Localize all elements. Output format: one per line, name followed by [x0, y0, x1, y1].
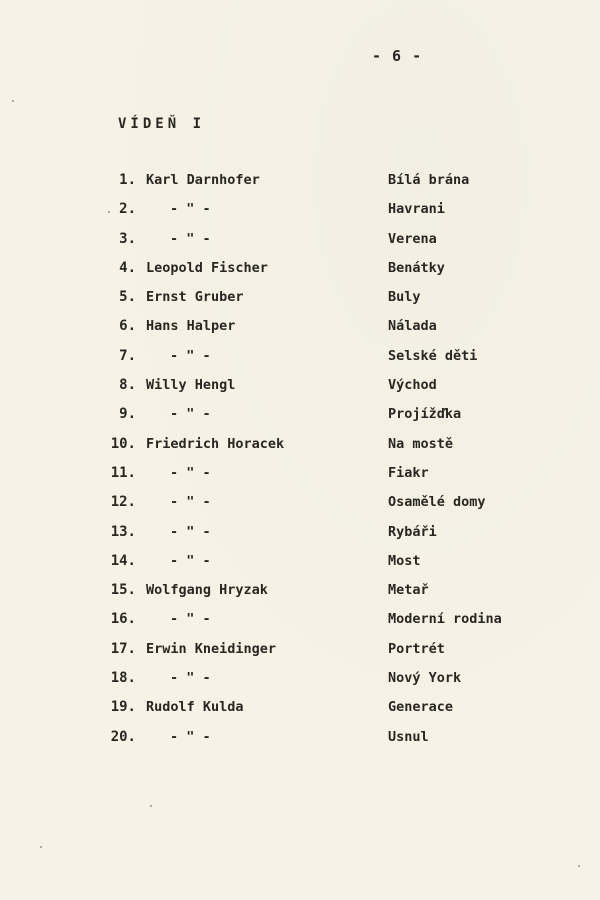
- entry-number: 2.: [119, 201, 136, 218]
- list-item: [0, 494, 600, 523]
- list-item: [0, 289, 600, 318]
- entry-title: Usnul: [388, 728, 429, 745]
- section-heading: VÍDEŇ I: [118, 116, 206, 132]
- list-item: [0, 641, 600, 670]
- list-item: [0, 465, 600, 494]
- entry-number: 12.: [110, 494, 136, 511]
- entry-title: Verena: [388, 230, 437, 247]
- paper-speck: [12, 100, 14, 102]
- list-item: [0, 406, 600, 435]
- entry-author: - " -: [170, 728, 211, 745]
- entry-title: Bílá brána: [388, 172, 470, 188]
- entry-title: Buly: [388, 289, 421, 306]
- list-item: [0, 201, 600, 230]
- entry-title: Fiakr: [388, 464, 429, 481]
- entry-number: 17.: [110, 640, 136, 657]
- entry-number: 14.: [110, 552, 136, 569]
- entry-author: Karl Darnhofer: [146, 172, 260, 188]
- entry-number: 7.: [119, 347, 136, 364]
- entry-title: Moderní rodina: [388, 611, 502, 628]
- list-item: [0, 524, 600, 553]
- paper-speck: [40, 846, 42, 848]
- entry-author: - " -: [170, 464, 211, 481]
- entry-number: 10.: [110, 435, 136, 452]
- entry-title: Selské děti: [388, 347, 478, 364]
- entry-number: 16.: [110, 611, 136, 628]
- entry-number: 8.: [119, 377, 136, 394]
- list-item: [0, 670, 600, 699]
- entry-list: [0, 172, 600, 758]
- entry-author: - " -: [170, 523, 211, 540]
- list-item: [0, 553, 600, 582]
- entry-title: Portrét: [388, 640, 445, 657]
- entry-author: - " -: [170, 494, 211, 511]
- entry-author: Hans Halper: [146, 318, 236, 335]
- entry-author: Willy Hengl: [146, 377, 236, 394]
- entry-title: Havrani: [388, 201, 445, 218]
- list-item: [0, 699, 600, 728]
- entry-title: Východ: [388, 377, 437, 394]
- list-item: [0, 318, 600, 347]
- entry-title: Projížďka: [388, 406, 462, 423]
- entry-number: 5.: [119, 289, 136, 306]
- entry-title: Osamělé domy: [388, 494, 486, 511]
- entry-author: Ernst Gruber: [146, 289, 244, 306]
- entry-author: Leopold Fischer: [146, 259, 268, 276]
- entry-number: 9.: [119, 406, 136, 423]
- entry-author: Friedrich Horacek: [146, 435, 285, 452]
- entry-number: 20.: [110, 728, 136, 745]
- entry-title: Metař: [388, 582, 429, 599]
- entry-number: 3.: [119, 230, 136, 247]
- entry-title: Rybáři: [388, 523, 437, 540]
- entry-number: 11.: [110, 464, 136, 481]
- entry-number: 18.: [110, 670, 136, 687]
- entry-number: 1.: [119, 172, 136, 188]
- list-item: [0, 231, 600, 260]
- entry-author: Wolfgang Hryzak: [146, 582, 268, 599]
- paper-speck: [150, 805, 152, 807]
- entry-author: Rudolf Kulda: [146, 699, 244, 716]
- list-item: [0, 436, 600, 465]
- entry-author: - " -: [170, 670, 211, 687]
- page-number: - 6 -: [372, 47, 423, 65]
- list-item: [0, 582, 600, 611]
- entry-number: 4.: [119, 259, 136, 276]
- entry-title: Generace: [388, 699, 454, 716]
- entry-author: - " -: [170, 611, 211, 628]
- entry-number: 15.: [110, 582, 136, 599]
- entry-title: Benátky: [388, 259, 445, 276]
- list-item: [0, 377, 600, 406]
- entry-title: Most: [388, 552, 421, 569]
- entry-number: 6.: [119, 318, 136, 335]
- entry-number: 19.: [110, 699, 136, 716]
- list-item: [0, 348, 600, 377]
- list-item: [0, 729, 600, 758]
- entry-number: 13.: [110, 523, 136, 540]
- entry-title: Na mostě: [388, 435, 454, 452]
- paper-speck: [578, 865, 580, 867]
- list-item: [0, 172, 600, 201]
- entry-author: Erwin Kneidinger: [146, 640, 277, 657]
- list-item: [0, 260, 600, 289]
- entry-author: - " -: [170, 406, 211, 423]
- entry-author: - " -: [170, 230, 211, 247]
- entry-author: - " -: [170, 201, 211, 218]
- entry-author: - " -: [170, 552, 211, 569]
- list-item: [0, 611, 600, 640]
- entry-title: Nový York: [388, 670, 462, 687]
- entry-title: Nálada: [388, 318, 437, 335]
- entry-author: - " -: [170, 347, 211, 364]
